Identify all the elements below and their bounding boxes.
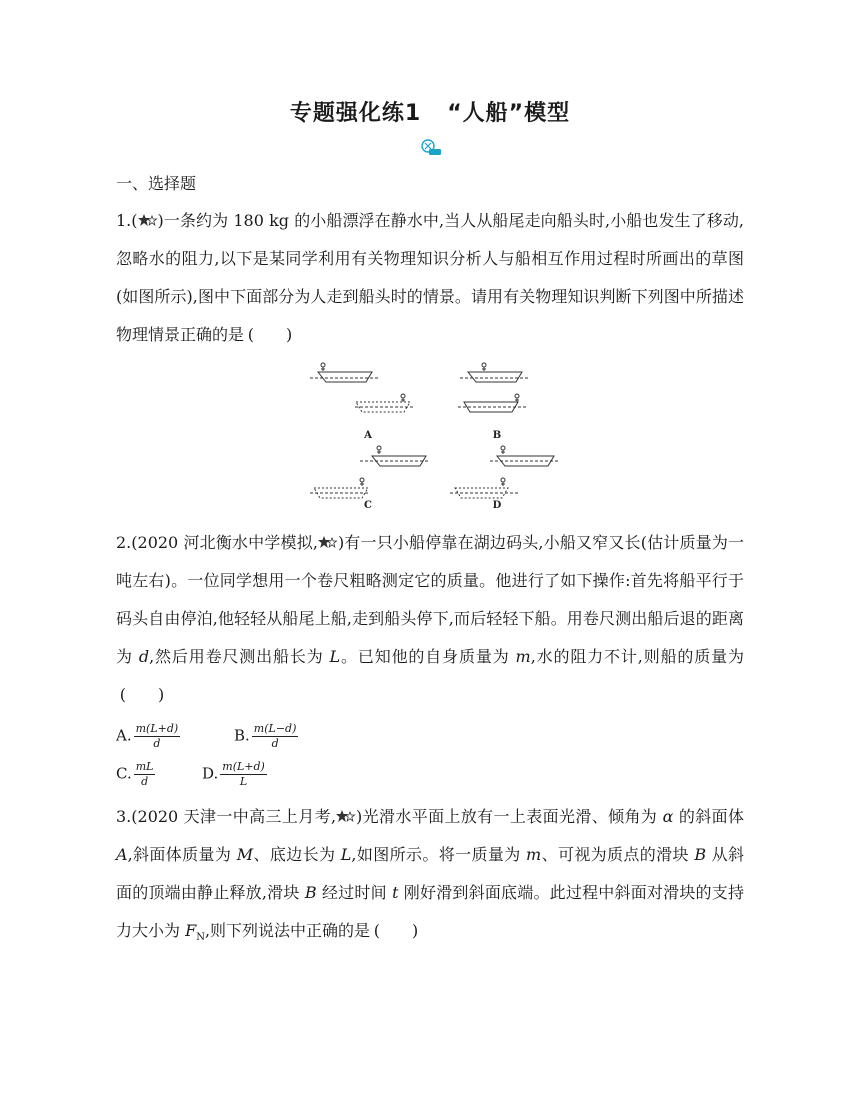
title-sub: “人船”模型: [447, 101, 571, 126]
figure-label-a: A: [364, 430, 372, 441]
q1-number: 1.: [116, 211, 132, 230]
question-3: 3.(2020 天津一中高三上月考, )光滑水平面上放有一上表面光滑、倾角为 α 的斜面体 A,斜面体质量为 M、底边长为 L,如图所示。将一质量为 m、可视为质点的滑块 B 从斜面的顶端由静止释放,滑块 B 经过时间 t 刚好滑到斜面底端。此过程中斜面对滑块的支持力大小为 $F_N$,则下列说法中正确的是 ( ): [116, 798, 744, 957]
question-2: 2.(2020 河北衡水中学模拟, )有一只小船停靠在湖边码头,小船又窄又长(估计质量为一吨左右)。一位同学想用一个卷尺粗略测定它的质量。他进行了如下操作:首先将船平行于码头自由停泊,他轻轻从船尾上船,走到船头停下,而后轻轻下船。用卷尺测出船后退的距离为 d,然后用卷尺测出船长为 L。已知他的自身质量为 m,水的阻力不计,则船的质量为( ): [116, 524, 744, 714]
q2-option-b: B. $\frac{m(L-d)}{d}$: [234, 722, 297, 750]
difficulty-star-icon: [138, 213, 158, 227]
q2-answer-blank: ( ): [119, 685, 165, 704]
q3-number: 3.: [116, 807, 132, 826]
q2-option-d: D. $\frac{m(L+d)}{L}$: [202, 760, 265, 788]
q1-answer-blank: ( ): [247, 325, 293, 344]
difficulty-star-icon: [318, 535, 338, 549]
video-lesson-icon[interactable]: [420, 138, 442, 156]
title-main: 专题强化练1: [289, 101, 422, 126]
question-1: 1.( )一条约为 180 kg 的小船漂浮在静水中,当人从船尾走向船头时,小船也发生了移动,忽略水的阻力,以下是某同学利用有关物理知识分析人与船相互作用过程时所画出的草图(如图所示),图中下面部分为人走到船头时的情景。请用有关物理知识判断下列图中所描述物理情景正确的是 ( ): [116, 202, 744, 354]
section-heading: 一、选择题: [116, 174, 197, 193]
q3-source: (2020 天津一中高三上月考,: [131, 807, 337, 826]
figure-label-b: B: [492, 430, 502, 441]
difficulty-star-icon: [336, 809, 356, 823]
q2-option-a: A. $\frac{m(L+d)}{d}$: [116, 722, 179, 750]
page-title: [0, 96, 860, 127]
q2-source: (2020 河北衡水中学模拟,: [131, 533, 318, 552]
figure-label-c: C: [364, 500, 372, 510]
figure-label-d: D: [492, 500, 502, 510]
q3-answer-blank: ( ): [373, 921, 419, 940]
q1-text: 一条约为 180 kg 的小船漂浮在静水中,当人从船尾走向船头时,小船也发生了移动,忽略水的阻力,以下是某同学利用有关物理知识分析人与船相互作用过程时所画出的草图(如图所示),图中下面部分为人走到船头时的情景。请用有关物理知识判断下列图中所描述物理情景正确的是: [116, 211, 744, 344]
q2-number: 2.: [116, 533, 132, 552]
q2-option-c: C. $\frac{mL}{d}$: [116, 760, 154, 788]
boat-diagram-figure: [300, 360, 590, 510]
